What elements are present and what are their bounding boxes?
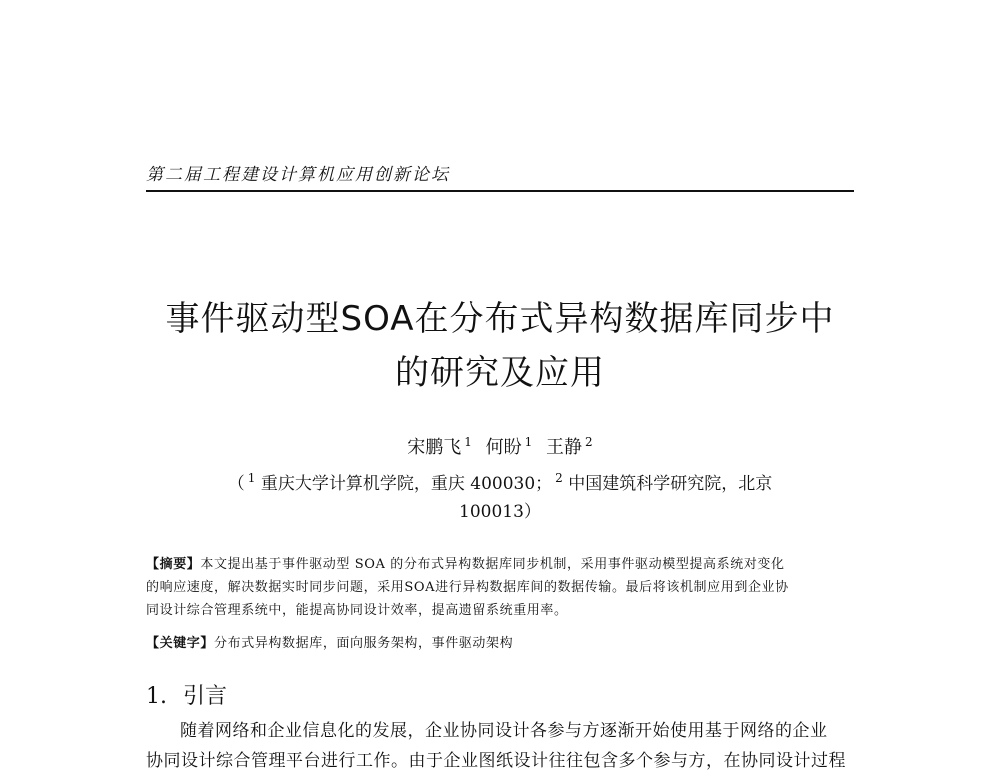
section-number: 1. xyxy=(146,684,167,709)
section-title: 引言 xyxy=(183,684,228,709)
paper-title xyxy=(120,292,880,400)
section-body xyxy=(146,716,858,776)
body-line-1: 随着网络和企业信息化的发展，企业协同设计各参与方逐渐开始使用基于网络的企业 xyxy=(180,721,828,741)
affiliation-2: 中国建筑科学研究院，北京 xyxy=(568,474,773,494)
abstract-label: 【摘要】 xyxy=(146,557,201,572)
author-affiliation-mark: 1 xyxy=(464,435,472,449)
running-header xyxy=(146,164,854,192)
abstract-text-1: 本文提出基于事件驱动型 SOA 的分布式异构数据库同步机制，采用事件驱动模型提高系统对变化 xyxy=(200,557,785,572)
author-affiliation-mark: 1 xyxy=(524,435,533,449)
affiliations xyxy=(150,470,850,526)
abstract-line-1 xyxy=(146,553,858,576)
affiliation-line-1 xyxy=(150,470,850,498)
author-affiliation-mark: 2 xyxy=(585,435,593,449)
affiliation-mark-2: 2 xyxy=(555,471,563,485)
author-list xyxy=(150,436,850,460)
author-name: 何盼 xyxy=(485,437,522,458)
abstract-line-3: 同设计综合管理系统中，能提高协同设计效率，提高遗留系统重用率。 xyxy=(146,603,568,618)
keywords-text: 分布式异构数据库，面向服务架构，事件驱动架构 xyxy=(214,636,514,651)
keywords-label: 【关键字】 xyxy=(146,636,215,651)
affiliation-open-paren: （ xyxy=(227,474,245,494)
author-name: 王静 xyxy=(546,437,583,458)
abstract-line-2: 的响应速度，解决数据实时同步问题，采用SOA进行异构数据库间的数据传输。最后将该机制应用到企业协 xyxy=(146,580,789,595)
author xyxy=(486,436,533,460)
running-header-title: 第二届工程建设计算机应用创新论坛 xyxy=(146,165,450,185)
author xyxy=(546,436,593,460)
abstract xyxy=(146,553,858,622)
affiliation-mark-1: 1 xyxy=(247,471,256,485)
keywords xyxy=(146,632,858,655)
section-heading xyxy=(146,682,227,712)
affiliation-1: 重庆大学计算机学院，重庆 400030； xyxy=(260,474,553,494)
paper-title-line-2: 的研究及应用 xyxy=(395,353,605,393)
author xyxy=(407,436,472,460)
paper-title-line-1: 事件驱动型SOA在分布式异构数据库同步中 xyxy=(165,299,835,339)
affiliation-line-2: 100013） xyxy=(459,502,541,522)
author-name: 宋鹏飞 xyxy=(407,437,462,458)
body-line-2: 协同设计综合管理平台进行工作。由于企业图纸设计往往包含多个参与方，在协同设计过程 xyxy=(146,751,846,771)
